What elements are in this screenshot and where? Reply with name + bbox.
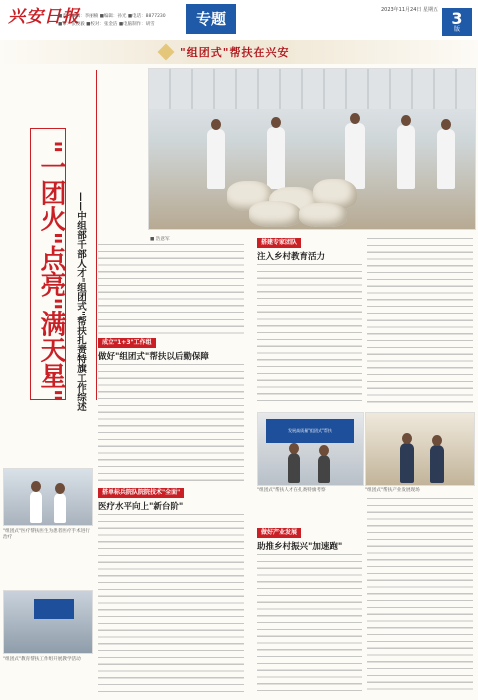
section-text-2a xyxy=(257,264,362,406)
banner-diamond-icon xyxy=(158,44,175,61)
byline: ■ 浩意军 xyxy=(150,237,170,242)
person-figure xyxy=(437,129,455,189)
section-label-1: 成立"1+3"工作组 xyxy=(98,338,156,348)
photo-classroom xyxy=(3,590,93,654)
person-figure xyxy=(430,445,444,483)
section-subtitle-2: 注入乡村教育活力 xyxy=(257,252,326,262)
section-subtitle-4: 助推乡村振兴"加速跑" xyxy=(257,542,343,552)
person-figure xyxy=(397,125,415,189)
topic-banner xyxy=(0,40,478,64)
caption-classroom: "组团式"教育帮扶工作组开展教学活动 xyxy=(3,657,81,662)
person-figure xyxy=(345,123,365,189)
caption-meeting: "组团式"帮扶人才在扎赉特旗考察 xyxy=(257,488,326,493)
caption-shop: "组团式"帮扶产业发展现场 xyxy=(365,488,420,493)
editor-info-line-2: ■审：张俊毅 ■校对：张金洁 ■电脑制作：胡雪 xyxy=(58,22,155,27)
person-figure xyxy=(207,129,225,189)
page-number-label: 版 xyxy=(453,26,460,33)
intro-text xyxy=(98,244,244,334)
person-figure xyxy=(30,491,42,523)
caption-lobby: "组团式"医疗帮扶医生为患者医疗手术进行治疗 xyxy=(3,529,90,540)
meeting-screen: 发展高质量"组团式"帮扶 xyxy=(266,419,354,443)
lead-subtitle: ——中组部千部人才"组团式"帮扶扎赉特旗工作综述 xyxy=(75,192,86,411)
section-text-2b xyxy=(367,238,473,406)
section-subtitle-1: 做好"组团式"帮扶以后勤保障 xyxy=(98,352,209,362)
section-tab: 专题 xyxy=(186,4,236,34)
photo-industry xyxy=(365,412,475,486)
person-figure xyxy=(54,493,66,523)
section-text-4a xyxy=(257,554,362,694)
editor-info-line-1: ■责任编辑：李丽楠 ■编辑：孙光 ■电话：8877230 xyxy=(58,14,166,19)
person-figure xyxy=(400,443,414,483)
section-label-3: 搭单标兵院队院院技术"全面" xyxy=(98,488,184,498)
section-text-1 xyxy=(98,364,244,484)
page-header xyxy=(0,0,478,42)
section-text-3 xyxy=(98,514,244,694)
person-figure xyxy=(267,127,285,189)
banner-title: "组团式"帮扶在兴安 xyxy=(180,46,290,59)
section-label-4: 做好产业发展 xyxy=(257,528,301,538)
person-figure xyxy=(288,453,300,483)
newspaper-masthead: 兴安日报 xyxy=(8,7,80,27)
barn-roof xyxy=(149,69,475,109)
lead-title: "一团火"点亮"满天星" xyxy=(36,140,66,403)
page-number-badge xyxy=(442,8,472,36)
issue-date: 2023年11月24日 星期五 xyxy=(380,7,438,13)
sheep-shape xyxy=(299,203,347,227)
section-label-2: 搭建专家团队 xyxy=(257,238,301,248)
photo-hospital-lobby xyxy=(3,468,93,526)
photo-meeting xyxy=(257,412,364,486)
sheep-shape xyxy=(249,201,301,227)
section-text-4b xyxy=(367,498,473,694)
person-figure xyxy=(318,455,330,483)
lead-photo-sheep-farm xyxy=(148,68,476,230)
page-number: 3 xyxy=(451,9,463,28)
classroom-screen xyxy=(34,599,74,619)
column-rule xyxy=(96,70,97,400)
section-subtitle-3: 医疗水平向上"新台阶" xyxy=(98,502,184,512)
